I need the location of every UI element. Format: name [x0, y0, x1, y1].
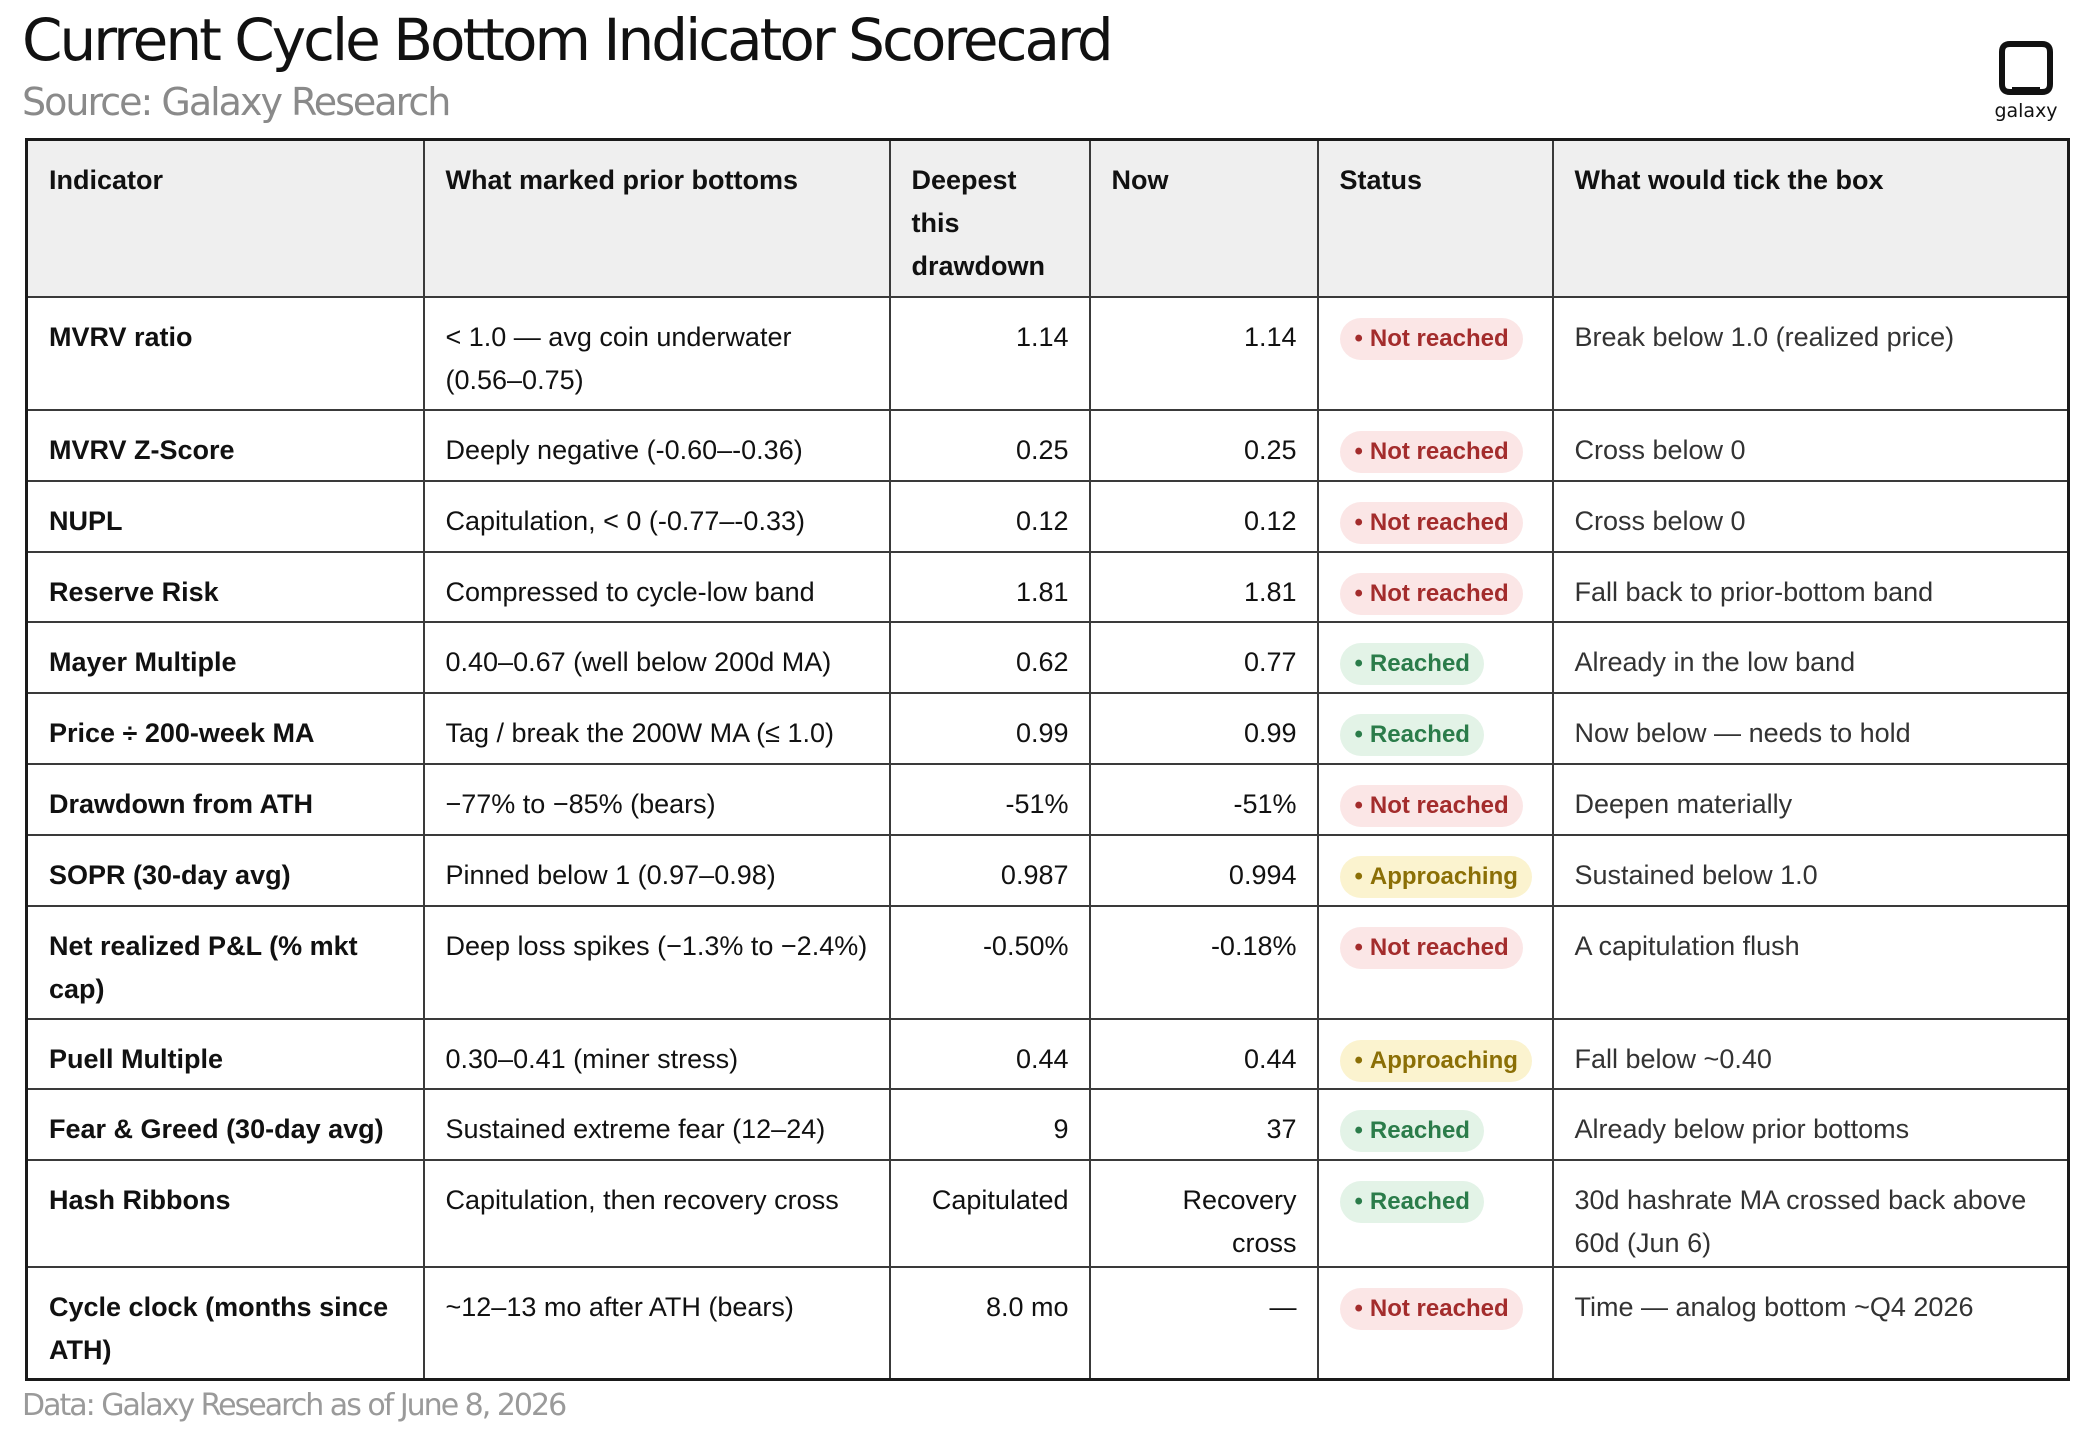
- page-title: Current Cycle Bottom Indicator Scorecard: [22, 6, 1111, 74]
- column-header-tick-box: What would tick the box: [1553, 140, 2069, 297]
- table-row: [27, 1160, 2069, 1267]
- tick-box-cell: Cross below 0: [1553, 410, 2069, 481]
- now-cell: 0.12: [1090, 481, 1318, 552]
- status-cell: [1318, 481, 1553, 552]
- tick-box-cell: Fall back to prior-bottom band: [1553, 552, 2069, 622]
- prior-bottoms-cell: −77% to −85% (bears): [424, 764, 890, 835]
- status-badge: [1340, 927, 1523, 969]
- column-header-now: Now: [1090, 140, 1318, 297]
- table-row: [27, 764, 2069, 835]
- indicator-cell: SOPR (30-day avg): [27, 835, 424, 906]
- now-cell: 1.14: [1090, 297, 1318, 410]
- now-cell: 0.994: [1090, 835, 1318, 906]
- prior-bottoms-cell: 0.30–0.41 (miner stress): [424, 1019, 890, 1089]
- status-badge: [1340, 318, 1523, 360]
- table-row: [27, 1267, 2069, 1380]
- now-cell: -0.18%: [1090, 906, 1318, 1019]
- now-cell: 0.77: [1090, 622, 1318, 693]
- status-dot-icon: •: [1354, 1294, 1363, 1322]
- column-header-deepest: Deepest this drawdown: [890, 140, 1090, 297]
- status-cell: [1318, 1267, 1553, 1380]
- now-cell: 37: [1090, 1089, 1318, 1160]
- table-row: [27, 835, 2069, 906]
- status-badge: [1340, 1110, 1484, 1152]
- status-cell: [1318, 297, 1553, 410]
- scorecard-table: [25, 138, 2070, 1381]
- prior-bottoms-cell: Deep loss spikes (−1.3% to −2.4%): [424, 906, 890, 1019]
- table-row: [27, 622, 2069, 693]
- deepest-cell: 9: [890, 1089, 1090, 1160]
- deepest-cell: 1.81: [890, 552, 1090, 622]
- indicator-cell: MVRV Z-Score: [27, 410, 424, 481]
- status-cell: [1318, 1019, 1553, 1089]
- status-cell: [1318, 693, 1553, 764]
- prior-bottoms-cell: Tag / break the 200W MA (≤ 1.0): [424, 693, 890, 764]
- status-dot-icon: •: [1354, 862, 1363, 890]
- status-cell: [1318, 764, 1553, 835]
- footer-note: Data: Galaxy Research as of June 8, 2026: [22, 1388, 566, 1423]
- status-label: Not reached: [1369, 1294, 1509, 1322]
- deepest-cell: 0.62: [890, 622, 1090, 693]
- indicator-cell: Drawdown from ATH: [27, 764, 424, 835]
- status-dot-icon: •: [1354, 720, 1363, 748]
- tick-box-cell: Break below 1.0 (realized price): [1553, 297, 2069, 410]
- page-subtitle: Source: Galaxy Research: [22, 80, 450, 124]
- status-dot-icon: •: [1354, 1046, 1363, 1074]
- now-cell: 1.81: [1090, 552, 1318, 622]
- prior-bottoms-cell: Sustained extreme fear (12–24): [424, 1089, 890, 1160]
- status-label: Not reached: [1369, 324, 1509, 352]
- status-badge: [1340, 785, 1523, 827]
- prior-bottoms-cell: Capitulation, then recovery cross: [424, 1160, 890, 1267]
- tick-box-cell: Fall below ~0.40: [1553, 1019, 2069, 1089]
- status-dot-icon: •: [1354, 508, 1363, 536]
- status-badge: [1340, 1181, 1484, 1223]
- column-header-indicator: Indicator: [27, 140, 424, 297]
- table-row: [27, 410, 2069, 481]
- prior-bottoms-cell: Deeply negative (-0.60–-0.36): [424, 410, 890, 481]
- status-badge: [1340, 856, 1532, 898]
- status-label: Approaching: [1369, 862, 1518, 890]
- prior-bottoms-cell: Pinned below 1 (0.97–0.98): [424, 835, 890, 906]
- deepest-cell: Capitulated: [890, 1160, 1090, 1267]
- table-row: [27, 481, 2069, 552]
- status-badge: [1340, 431, 1523, 473]
- status-dot-icon: •: [1354, 791, 1363, 819]
- status-badge: [1340, 502, 1523, 544]
- status-dot-icon: •: [1354, 1116, 1363, 1144]
- status-cell: [1318, 552, 1553, 622]
- status-dot-icon: •: [1354, 324, 1363, 352]
- deepest-cell: 0.99: [890, 693, 1090, 764]
- table-row: [27, 1089, 2069, 1160]
- status-label: Approaching: [1369, 1046, 1518, 1074]
- status-dot-icon: •: [1354, 579, 1363, 607]
- tick-box-cell: Already below prior bottoms: [1553, 1089, 2069, 1160]
- status-cell: [1318, 1089, 1553, 1160]
- status-label: Not reached: [1369, 579, 1509, 607]
- tick-box-cell: Now below — needs to hold: [1553, 693, 2069, 764]
- tick-box-cell: Already in the low band: [1553, 622, 2069, 693]
- indicator-cell: Mayer Multiple: [27, 622, 424, 693]
- table-row: [27, 1019, 2069, 1089]
- table-row: [27, 693, 2069, 764]
- indicator-cell: Puell Multiple: [27, 1019, 424, 1089]
- prior-bottoms-cell: ~12–13 mo after ATH (bears): [424, 1267, 890, 1380]
- indicator-cell: Price ÷ 200-week MA: [27, 693, 424, 764]
- indicator-cell: Cycle clock (months since ATH): [27, 1267, 424, 1380]
- status-label: Reached: [1369, 649, 1470, 677]
- status-label: Reached: [1369, 1187, 1470, 1215]
- status-cell: [1318, 835, 1553, 906]
- status-dot-icon: •: [1354, 1187, 1363, 1215]
- galaxy-logo-icon: [1994, 34, 2058, 98]
- deepest-cell: 0.12: [890, 481, 1090, 552]
- prior-bottoms-cell: 0.40–0.67 (well below 200d MA): [424, 622, 890, 693]
- status-cell: [1318, 906, 1553, 1019]
- status-dot-icon: •: [1354, 933, 1363, 961]
- status-dot-icon: •: [1354, 649, 1363, 677]
- now-cell: 0.44: [1090, 1019, 1318, 1089]
- deepest-cell: 0.987: [890, 835, 1090, 906]
- tick-box-cell: Time — analog bottom ~Q4 2026: [1553, 1267, 2069, 1380]
- indicator-cell: Hash Ribbons: [27, 1160, 424, 1267]
- status-cell: [1318, 622, 1553, 693]
- tick-box-cell: Cross below 0: [1553, 481, 2069, 552]
- status-label: Reached: [1369, 720, 1470, 748]
- status-cell: [1318, 1160, 1553, 1267]
- status-label: Reached: [1369, 1116, 1470, 1144]
- deepest-cell: 1.14: [890, 297, 1090, 410]
- status-badge: [1340, 1040, 1532, 1082]
- status-badge: [1340, 714, 1484, 756]
- prior-bottoms-cell: Capitulation, < 0 (-0.77–-0.33): [424, 481, 890, 552]
- now-cell: —: [1090, 1267, 1318, 1380]
- deepest-cell: 0.25: [890, 410, 1090, 481]
- tick-box-cell: 30d hashrate MA crossed back above 60d (Jun 6): [1553, 1160, 2069, 1267]
- indicator-cell: Reserve Risk: [27, 552, 424, 622]
- deepest-cell: 8.0 mo: [890, 1267, 1090, 1380]
- prior-bottoms-cell: Compressed to cycle-low band: [424, 552, 890, 622]
- status-cell: [1318, 410, 1553, 481]
- indicator-cell: Fear & Greed (30-day avg): [27, 1089, 424, 1160]
- now-cell: Recovery cross: [1090, 1160, 1318, 1267]
- galaxy-logo: [1976, 34, 2076, 130]
- status-dot-icon: •: [1354, 437, 1363, 465]
- deepest-cell: -0.50%: [890, 906, 1090, 1019]
- deepest-cell: 0.44: [890, 1019, 1090, 1089]
- status-label: Not reached: [1369, 508, 1509, 536]
- status-badge: [1340, 573, 1523, 615]
- table-row: [27, 552, 2069, 622]
- now-cell: -51%: [1090, 764, 1318, 835]
- indicator-cell: Net realized P&L (% mkt cap): [27, 906, 424, 1019]
- deepest-cell: -51%: [890, 764, 1090, 835]
- now-cell: 0.25: [1090, 410, 1318, 481]
- table-row: [27, 906, 2069, 1019]
- column-header-prior-bottoms: What marked prior bottoms: [424, 140, 890, 297]
- status-badge: [1340, 643, 1484, 685]
- table-row: [27, 297, 2069, 410]
- table-header-row: [27, 140, 2069, 297]
- status-label: Not reached: [1369, 791, 1509, 819]
- tick-box-cell: A capitulation flush: [1553, 906, 2069, 1019]
- status-label: Not reached: [1369, 437, 1509, 465]
- prior-bottoms-cell: < 1.0 — avg coin underwater (0.56–0.75): [424, 297, 890, 410]
- tick-box-cell: Deepen materially: [1553, 764, 2069, 835]
- column-header-status: Status: [1318, 140, 1553, 297]
- status-badge: [1340, 1288, 1523, 1330]
- tick-box-cell: Sustained below 1.0: [1553, 835, 2069, 906]
- logo-wordmark: galaxy: [1994, 100, 2058, 122]
- indicator-cell: NUPL: [27, 481, 424, 552]
- status-label: Not reached: [1369, 933, 1509, 961]
- now-cell: 0.99: [1090, 693, 1318, 764]
- indicator-cell: MVRV ratio: [27, 297, 424, 410]
